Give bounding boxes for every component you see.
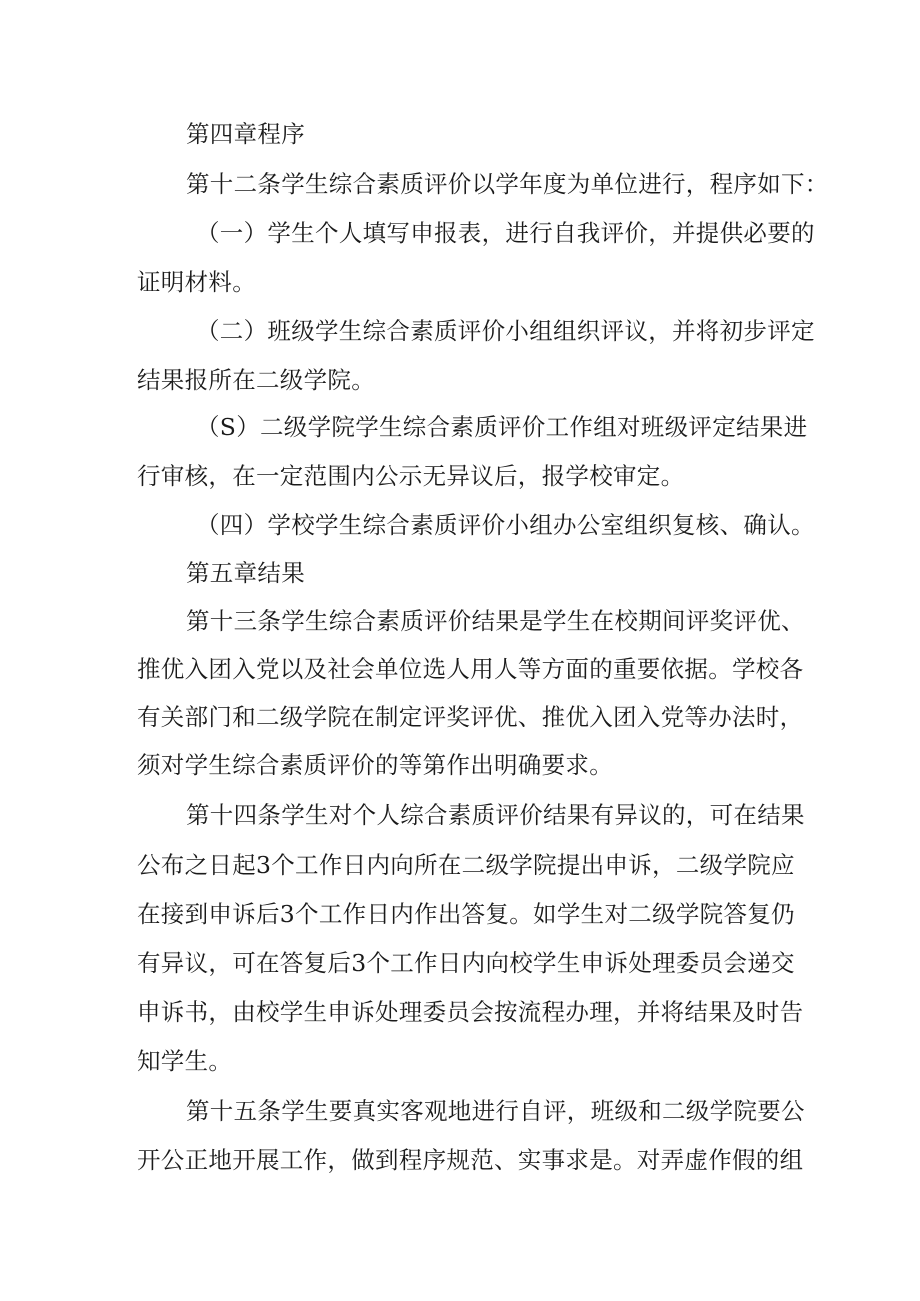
article-12-step-1-line-2: 证明材料。 bbox=[137, 268, 256, 296]
article-12-step-3-line-2: 行审核，在一定范围内公示无异议后，报学校审定。 bbox=[137, 462, 685, 490]
article-12-intro: 第十二条学生综合素质评价以学年度为单位进行，程序如下： bbox=[186, 170, 829, 198]
article-12-step-2-line-1: （二）班级学生综合素质评价小组组织评议，并将初步评定 bbox=[196, 317, 815, 345]
article-14-line-4: 有异议，可在答复后3个工作日内向校学生申诉处理委员会递交 bbox=[137, 949, 795, 977]
article-12-step-4: （四）学校学生综合素质评价小组办公室组织复核、确认。 bbox=[196, 511, 815, 539]
article-15-line-2: 开公正地开展工作，做到程序规范、实事求是。对弄虚作假的组 bbox=[137, 1146, 804, 1174]
chapter-5-heading: 第五章结果 bbox=[186, 559, 305, 587]
article-12-step-3-line-1: （S）二级学院学生综合素质评价工作组对班级评定结果进 bbox=[196, 413, 808, 441]
article-14-line-6: 知学生。 bbox=[137, 1047, 233, 1075]
chapter-4-heading: 第四章程序 bbox=[186, 120, 305, 148]
article-13-line-1: 第十三条学生综合素质评价结果是学生在校期间评奖评优、 bbox=[186, 607, 805, 635]
article-14-line-5: 申诉书，由校学生申诉处理委员会按流程办理，并将结果及时告 bbox=[137, 998, 804, 1026]
article-13-line-3: 有关部门和二级学院在制定评奖评优、推优入团入党等办法时， bbox=[137, 703, 804, 731]
article-13-line-4: 须对学生综合素质评价的等第作出明确要求。 bbox=[137, 751, 613, 779]
article-14-line-1: 第十四条学生对个人综合素质评价结果有异议的，可在结果 bbox=[186, 801, 805, 829]
article-14-line-3: 在接到申诉后3个工作日内作出答复。如学生对二级学院答复仍 bbox=[137, 900, 795, 928]
article-13-line-2: 推优入团入党以及社会单位选人用人等方面的重要依据。学校各 bbox=[137, 655, 804, 683]
article-15-line-1: 第十五条学生要真实客观地进行自评，班级和二级学院要公 bbox=[186, 1097, 805, 1125]
article-14-line-2: 公布之日起3个工作日内向所在二级学院提出申诉，二级学院应 bbox=[137, 851, 795, 879]
article-12-step-2-line-2: 结果报所在二级学院。 bbox=[137, 366, 375, 394]
article-12-step-1-line-1: （一）学生个人填写申报表，进行自我评价，并提供必要的 bbox=[196, 219, 815, 247]
